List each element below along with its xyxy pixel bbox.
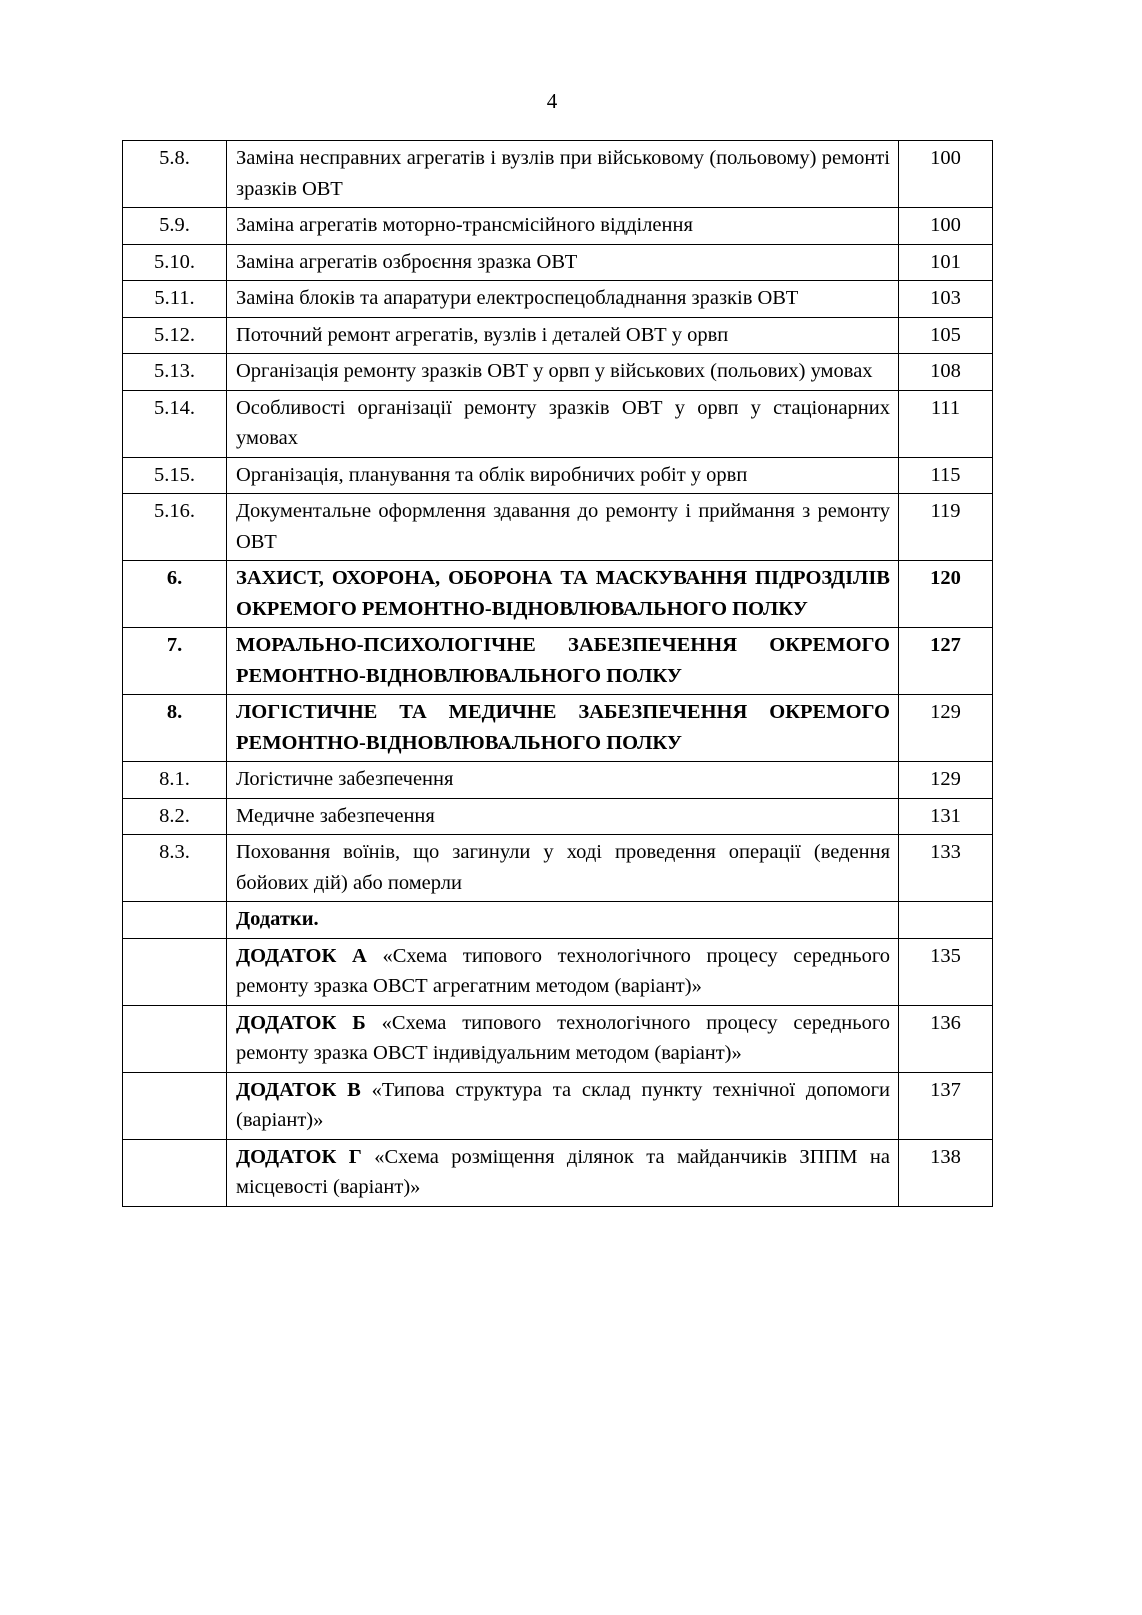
page-number: 4 xyxy=(546,89,558,113)
toc-row-page: 127 xyxy=(899,628,993,695)
toc-row-page: 111 xyxy=(899,390,993,457)
toc-row-title: ЛОГІСТИЧНЕ ТА МЕДИЧНЕ ЗАБЕЗПЕЧЕННЯ ОКРЕМОГО РЕМОНТНО-ВІДНОВЛЮВАЛЬНОГО ПОЛКУ xyxy=(227,695,899,762)
toc-row-title: Заміна блоків та апаратури електроспецобладнання зразків ОВТ xyxy=(227,281,899,318)
toc-row-title: Медичне забезпечення xyxy=(227,798,899,835)
toc-row-number xyxy=(123,1072,227,1139)
toc-row-number xyxy=(123,1139,227,1206)
toc-row-title: Особливості організації ремонту зразків ОВТ у орвп у стаціонарних умовах xyxy=(227,390,899,457)
annex-label: ДОДАТОК А xyxy=(236,944,367,967)
table-row xyxy=(123,1072,993,1139)
table-row xyxy=(123,141,993,208)
toc-row-number: 8.3. xyxy=(123,835,227,902)
table-row xyxy=(123,561,993,628)
table-row xyxy=(123,835,993,902)
table-row xyxy=(123,1005,993,1072)
toc-row-page: 131 xyxy=(899,798,993,835)
toc-row-page: 137 xyxy=(899,1072,993,1139)
toc-row-page: 115 xyxy=(899,457,993,494)
toc-row-page: 129 xyxy=(899,695,993,762)
toc-row-number: 5.11. xyxy=(123,281,227,318)
toc-row-title xyxy=(227,938,899,1005)
toc-row-title: Логістичне забезпечення xyxy=(227,762,899,799)
toc-row-title xyxy=(227,1072,899,1139)
table-row xyxy=(123,208,993,245)
toc-row-title: Заміна агрегатів моторно-трансмісійного відділення xyxy=(227,208,899,245)
toc-row-number: 7. xyxy=(123,628,227,695)
toc-row-number: 5.16. xyxy=(123,494,227,561)
toc-row-number: 5.10. xyxy=(123,244,227,281)
toc-row-title: Документальне оформлення здавання до ремонту і приймання з ремонту ОВТ xyxy=(227,494,899,561)
toc-row-page xyxy=(899,902,993,939)
toc-row-title xyxy=(227,1005,899,1072)
table-row xyxy=(123,317,993,354)
toc-row-number xyxy=(123,1005,227,1072)
toc-row-number xyxy=(123,902,227,939)
toc-row-title xyxy=(227,1139,899,1206)
toc-row-number: 8.2. xyxy=(123,798,227,835)
table-row xyxy=(123,938,993,1005)
toc-row-page: 138 xyxy=(899,1139,993,1206)
table-row xyxy=(123,390,993,457)
toc-row-title: Заміна агрегатів озброєння зразка ОВТ xyxy=(227,244,899,281)
toc-row-number xyxy=(123,938,227,1005)
toc-row-title: Організація, планування та облік виробничих робіт у орвп xyxy=(227,457,899,494)
toc-row-page: 105 xyxy=(899,317,993,354)
toc-row-page: 119 xyxy=(899,494,993,561)
toc-row-number: 5.9. xyxy=(123,208,227,245)
table-row xyxy=(123,1139,993,1206)
toc-row-number: 8.1. xyxy=(123,762,227,799)
annex-label: ДОДАТОК Г xyxy=(236,1145,362,1168)
toc-row-page: 133 xyxy=(899,835,993,902)
toc-body xyxy=(123,141,993,1207)
annex-title-text: «Схема типового технологічного процесу середнього ремонту зразка ОВСТ агрегатним методом (варіант)» xyxy=(236,944,890,997)
annex-title-text: «Схема розміщення ділянок та майданчиків ЗППМ на місцевості (варіант)» xyxy=(236,1145,891,1198)
toc-row-title: Організація ремонту зразків ОВТ у орвп у військових (польових) умовах xyxy=(227,354,899,391)
toc-row-page: 136 xyxy=(899,1005,993,1072)
toc-row-page: 108 xyxy=(899,354,993,391)
toc-row-number: 5.12. xyxy=(123,317,227,354)
table-row xyxy=(123,494,993,561)
annex-label: ДОДАТОК В xyxy=(236,1078,361,1101)
toc-row-number: 5.14. xyxy=(123,390,227,457)
toc-row-title: ЗАХИСТ, ОХОРОНА, ОБОРОНА ТА МАСКУВАННЯ ПІДРОЗДІЛІВ ОКРЕМОГО РЕМОНТНО-ВІДНОВЛЮВАЛЬНОГО ПОЛКУ xyxy=(227,561,899,628)
table-row xyxy=(123,695,993,762)
table-row xyxy=(123,762,993,799)
toc-row-number: 5.8. xyxy=(123,141,227,208)
table-row xyxy=(123,457,993,494)
table-of-contents xyxy=(122,140,993,1207)
table-row xyxy=(123,354,993,391)
annex-title-text: «Типова структура та склад пункту технічної допомоги (варіант)» xyxy=(236,1078,890,1131)
table-row xyxy=(123,244,993,281)
toc-row-page: 135 xyxy=(899,938,993,1005)
toc-row-page: 129 xyxy=(899,762,993,799)
toc-row-title: Додатки. xyxy=(227,902,899,939)
toc-row-number: 6. xyxy=(123,561,227,628)
toc-row-number: 5.15. xyxy=(123,457,227,494)
toc-row-title: Поховання воїнів, що загинули у ході проведення операції (ведення бойових дій) або померли xyxy=(227,835,899,902)
table-row xyxy=(123,628,993,695)
toc-row-title: Поточний ремонт агрегатів, вузлів і деталей ОВТ у орвп xyxy=(227,317,899,354)
toc-row-page: 120 xyxy=(899,561,993,628)
toc-row-page: 101 xyxy=(899,244,993,281)
toc-row-page: 103 xyxy=(899,281,993,318)
toc-row-number: 5.13. xyxy=(123,354,227,391)
annex-title-text: «Схема типового технологічного процесу середнього ремонту зразка ОВСТ індивідуальним методом (варіант)» xyxy=(236,1011,890,1064)
table-row xyxy=(123,902,993,939)
toc-row-page: 100 xyxy=(899,141,993,208)
toc-row-title: Заміна несправних агрегатів і вузлів при військовому (польовому) ремонті зразків ОВТ xyxy=(227,141,899,208)
table-row xyxy=(123,798,993,835)
table-row xyxy=(123,281,993,318)
annex-label: ДОДАТОК Б xyxy=(236,1011,366,1034)
toc-row-title: МОРАЛЬНО-ПСИХОЛОГІЧНЕ ЗАБЕЗПЕЧЕННЯ ОКРЕМОГО РЕМОНТНО-ВІДНОВЛЮВАЛЬНОГО ПОЛКУ xyxy=(227,628,899,695)
toc-row-number: 8. xyxy=(123,695,227,762)
toc-row-page: 100 xyxy=(899,208,993,245)
